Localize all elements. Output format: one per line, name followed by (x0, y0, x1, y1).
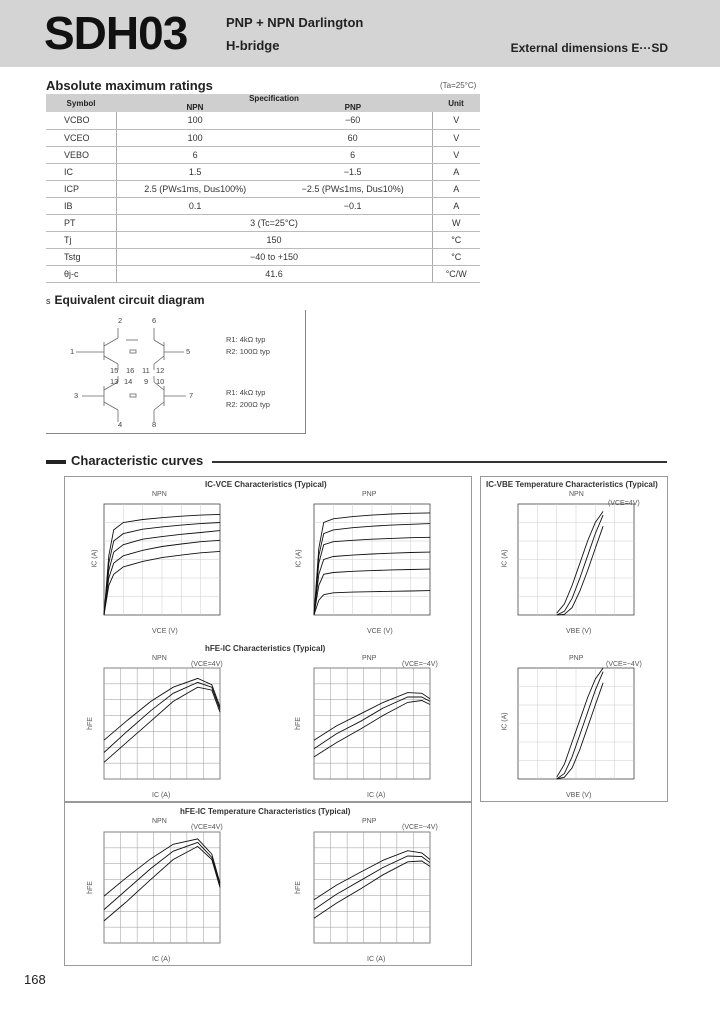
cell-sym: VEBO (46, 146, 116, 163)
cell-unit: A (432, 180, 480, 197)
y-axis-label: IC (A) (91, 549, 99, 568)
cell-value: −2.5 (PW≤1ms, Du≤10%) (274, 180, 432, 197)
cell-unit: V (432, 112, 480, 129)
npn-label: NPN (152, 655, 167, 662)
x-axis-label: VCE (V) (152, 628, 178, 635)
cond-label: (VCE=−4V) (402, 661, 438, 668)
ratings-title: Absolute maximum ratings (46, 78, 213, 93)
y-axis-label: IC (A) (501, 549, 509, 568)
cell-value: 150 (116, 231, 432, 248)
cell-value: 6 (116, 146, 274, 163)
chart-ic-vce-pnp (310, 500, 435, 625)
ratings-row (46, 197, 480, 214)
section-bar (46, 460, 66, 464)
eq-pin-label: 16 (126, 366, 135, 375)
chart-hfe-ic-pnp (310, 664, 435, 789)
x-axis-label: VBE (V) (566, 792, 592, 799)
cond-label: (VCE=4V) (608, 500, 640, 507)
header-symbol: Symbol (46, 94, 116, 112)
pnp-label: PNP (362, 491, 377, 498)
cond-label: (VCE=−4V) (402, 824, 438, 831)
section-rule (212, 461, 667, 463)
cell-sym: Tj (46, 231, 116, 248)
plot-frame (314, 832, 430, 943)
series-line-125°C (557, 668, 603, 777)
ratings-row (46, 112, 480, 129)
equivalent-circuit-schematic (46, 310, 306, 434)
eq-pin-label: 7 (189, 391, 194, 400)
cell-unit: A (432, 197, 480, 214)
eq-pin-label: 2 (118, 316, 123, 325)
y-axis-label: hFE (86, 717, 94, 730)
cell-unit: °C (432, 248, 480, 265)
chart-hfe-ic-temp-npn (100, 828, 225, 953)
cell-sym: VCEO (46, 129, 116, 146)
series-line-25°C (314, 856, 430, 910)
pnp-label: PNP (362, 655, 377, 662)
plot-frame (104, 668, 220, 779)
subtitle-line1: PNP + NPN Darlington (226, 15, 364, 30)
series-line-25°C (104, 682, 220, 752)
cell-value: 1.5 (116, 163, 274, 180)
eq-pin-label: 13 (110, 377, 119, 386)
header-npn: NPN (116, 103, 274, 112)
chart-ic-vbe-pnp (514, 664, 639, 789)
x-axis-label: VBE (V) (566, 628, 592, 635)
y-axis-label: hFE (86, 881, 94, 894)
equivalent-bullet: s (46, 296, 51, 306)
cond-label: (VCE=−4V) (606, 661, 642, 668)
ratings-table (46, 94, 480, 283)
characteristic-title: Characteristic curves (71, 453, 204, 468)
cell-sym: ICP (46, 180, 116, 197)
x-axis-label: IC (A) (152, 792, 171, 799)
cell-value: 100 (116, 129, 274, 146)
ratings-condition: (Ta=25°C) (440, 81, 477, 90)
cell-value: 41.6 (116, 265, 432, 282)
ratings-row (46, 231, 480, 248)
cell-value: −60 (274, 112, 432, 129)
x-axis-label: VCE (V) (367, 628, 393, 635)
page-number: 168 (24, 972, 46, 987)
r-value: R2: 200Ω typ (226, 400, 270, 409)
r-value: R1: 4kΩ typ (226, 388, 266, 397)
chart-ic-vbe-npn (514, 500, 639, 625)
eq-pin-label: 6 (152, 316, 157, 325)
cell-unit: °C (432, 231, 480, 248)
pnp-label: PNP (362, 818, 377, 825)
eq-pin-label: 9 (144, 377, 149, 386)
cell-value: −40 to +150 (116, 248, 432, 265)
cell-unit: °C/W (432, 265, 480, 282)
cell-sym: IB (46, 197, 116, 214)
cell-value: −0.1 (274, 197, 432, 214)
eq-pin-label: 8 (152, 420, 157, 429)
ic-vbe-title: IC-VBE Temperature Characteristics (Typical) (486, 480, 658, 489)
eq-pin-label: 1 (70, 347, 75, 356)
pnp-label: PNP (569, 655, 584, 662)
cond-label: (VCE=4V) (191, 661, 223, 668)
equivalent-circuit-box (46, 310, 306, 434)
series-line-−30°C (104, 846, 220, 921)
x-axis-label: IC (A) (367, 792, 386, 799)
eq-pin-label: 10 (156, 377, 165, 386)
series-line-25°C (557, 515, 603, 615)
eq-pin-label: 11 (142, 366, 150, 375)
series-line-125°C (314, 851, 430, 900)
cell-value: −1.5 (274, 163, 432, 180)
ratings-row (46, 265, 480, 282)
chart-hfe-ic-temp-pnp (310, 828, 435, 953)
part-number: SDH03 (44, 7, 188, 59)
chart-hfe-ic-npn (100, 664, 225, 789)
cell-value: 100 (116, 112, 274, 129)
cell-sym: θj-c (46, 265, 116, 282)
header-pnp: PNP (274, 103, 432, 112)
y-axis-label: hFE (294, 881, 302, 894)
npn-label: NPN (152, 818, 167, 825)
equivalent-title-text: Equivalent circuit diagram (54, 293, 205, 307)
eq-pin-label: 12 (156, 366, 165, 375)
ratings-body (46, 112, 480, 282)
header-unit: Unit (432, 94, 480, 112)
npn-label: NPN (569, 491, 584, 498)
cell-sym: PT (46, 214, 116, 231)
cell-value: 60 (274, 129, 432, 146)
cell-sym: VCBO (46, 112, 116, 129)
r-value: R1: 4kΩ typ (226, 335, 266, 344)
y-axis-label: IC (A) (295, 549, 303, 568)
ratings-row (46, 214, 480, 231)
x-axis-label: IC (A) (152, 956, 171, 963)
cell-unit: A (432, 163, 480, 180)
cell-value: 0.1 (116, 197, 274, 214)
series-line-25°C (314, 697, 430, 749)
series-line-−30°C (314, 861, 430, 918)
npn-label: NPN (152, 491, 167, 498)
series-line-−30°C (104, 687, 220, 762)
eq-pin-label: 4 (118, 420, 123, 429)
plot-frame (104, 832, 220, 943)
ratings-row (46, 180, 480, 197)
ic-vce-title: IC-VCE Characteristics (Typical) (205, 480, 327, 489)
series-line-125°C (557, 511, 603, 613)
eq-pin-label: 14 (124, 377, 133, 386)
cell-unit: V (432, 146, 480, 163)
y-axis-label: IC (A) (501, 712, 509, 731)
series-line-25°C (104, 842, 220, 909)
plot-frame (314, 668, 430, 779)
eq-pin-label: 5 (186, 347, 191, 356)
ratings-row (46, 146, 480, 163)
hfe-ic-title: hFE-IC Characteristics (Typical) (205, 644, 326, 653)
subtitle-line2: H-bridge (226, 38, 280, 53)
y-axis-label: hFE (294, 717, 302, 730)
cell-unit: W (432, 214, 480, 231)
cond-label: (VCE=4V) (191, 824, 223, 831)
hfe-ic-temp-title: hFE-IC Temperature Characteristics (Typical) (180, 807, 351, 816)
series-line-−30°C (557, 526, 603, 615)
cell-sym: IC (46, 163, 116, 180)
series-line-125°C (104, 678, 220, 740)
ratings-row (46, 163, 480, 180)
cell-value: 6 (274, 146, 432, 163)
cell-value: 3 (Tc=25°C) (116, 214, 432, 231)
ratings-row (46, 129, 480, 146)
cell-value: 2.5 (PW≤1ms, Du≤100%) (116, 180, 274, 197)
eq-pin-label: 15 (110, 366, 119, 375)
external-dimensions: External dimensions E···SD (510, 41, 668, 55)
x-axis-label: IC (A) (367, 956, 386, 963)
equivalent-title (46, 293, 205, 307)
header-specification: Specification (116, 94, 432, 103)
ratings-row (46, 248, 480, 265)
chart-ic-vce-npn (100, 500, 225, 625)
series-line-25°C (557, 672, 603, 779)
r-value: R2: 100Ω typ (226, 347, 270, 356)
eq-pin-label: 3 (74, 391, 79, 400)
cell-unit: V (432, 129, 480, 146)
cell-sym: Tstg (46, 248, 116, 265)
